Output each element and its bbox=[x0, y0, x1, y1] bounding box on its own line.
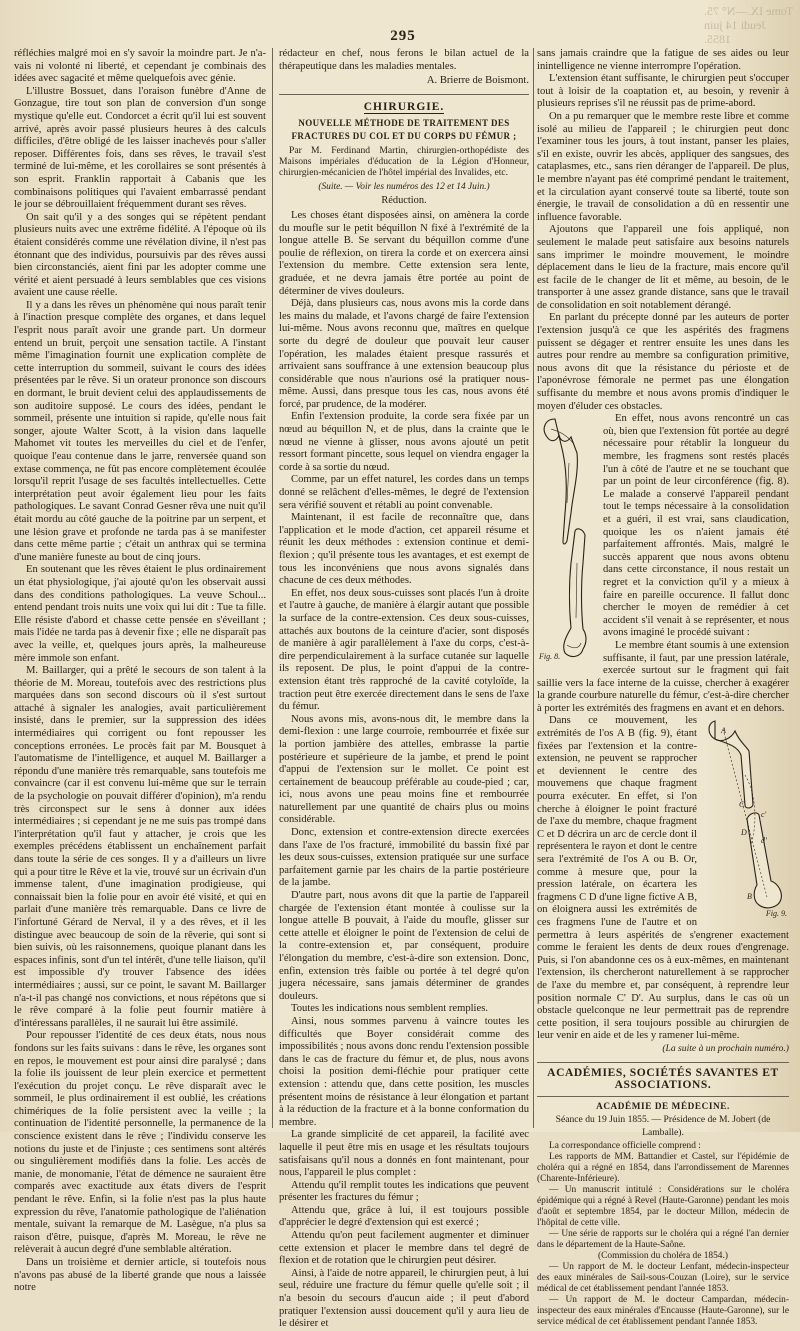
continuation-notice: (La suite à un prochain numéro.) bbox=[662, 1042, 789, 1054]
paragraph: Déjà, dans plusieurs cas, nous avons mis la corde dans les mains du malade, et l'avons chargé de faire l'extension lui-même. Nous avons reconnu que, maîtres en quelque sorte du degré de douleur que pouvait leur causer l'opération, les malades étaient presque rassurés et arrivaient sans souffrance à une extension beaucoup plus considérable que nous n'aurions osé la pratiquer nous-même. Aussi, dans presque tous les cas, nous avons été forcé, par prudence, de la modérer. bbox=[279, 298, 529, 410]
paragraph: L'illustre Bossuet, dans l'oraison funèbre d'Anne de Gonzague, tire tout son plan de conversion d'un songe mystique qu'elle eut. Condorcet a écrit qu'il lui est souvent arrivé, après avoir passé plusieurs heures à des calculs difficiles, d'être obligé de les laisser inachevés pour s'aller reposer. Différentes fois, dans ses rêves, le travail s'est terminé de lui-même, et les corollaires se sont présentés à son esprit. Franklin rapportait à Cabanis que les combinaisons politiques qui l'avaient embarrassé pendant le jour se débrouillaient fréquemment durant ses rêves. bbox=[14, 85, 266, 211]
academies-section-heading: ACADÉMIES, SOCIÉTÉS SAVANTES ET ASSOCIATIONS. bbox=[537, 1062, 789, 1097]
column-1 bbox=[14, 48, 266, 1294]
figure-9 bbox=[701, 715, 789, 920]
paragraph: Ajoutons que l'appareil une fois appliqué, non seulement le malade peut satisfaire aux besoins naturels sans imprimer le moindre mouvement, le moindre déplacement dans le lieu de la fracture, mais encore qu'il est facile de le changer de lit et même, au besoin, de le transporter à une assez grande distance, sans que le travail de consolidation en soit notablement dérangé. bbox=[537, 224, 789, 311]
paragraph: En soutenant que les rêves étaient le plus ordinairement un état physiologique, j'ai ajouté qu'on les observait aussi dans des conditions pathologiques. La veuve Schoul... entend pendant trois nuits une voix qui lui dit : Tue ta fille. Elle résiste d'abord et chasse cette pensée en s'éveillant ; mais l'idée ne tarda pas à devenir fixe ; elle ne disparaît pas avec la veille, et, quelques jours après, la malheureuse mère immole son enfant. bbox=[14, 564, 266, 664]
paragraph: Attendu que, grâce à lui, il est toujours possible d'apprécier le degré d'extension qui est exercé ; bbox=[279, 1204, 529, 1229]
correspondence-intro: La correspondance officielle comprend : bbox=[549, 1141, 701, 1152]
paragraph: Ainsi, à l'aide de notre appareil, le chirurgien peut, à lui seul, réduire une fracture du fémur quelle qu'elle soit ; il n'a besoin du secours d'aucun aide ; il peut d'abord pratiquer l'extension aussi doucement qu'il y aura lieu de le désirer et bbox=[279, 1267, 529, 1330]
paragraph: Toutes les indications nous semblent remplies. bbox=[291, 1003, 488, 1015]
correspondence-item: — Un rapport de M. le docteur Campardan, médecin-inspecteur des eaux minérales d'Encausse (Haute-Garonne), sur le service médical de cet établissement pendant l'année 1853. bbox=[537, 1295, 789, 1328]
article-byline: Par M. Ferdinand Martin, chirurgien-orthopédiste des Maisons impériales d'éducation de la Légion d'Honneur, chirurgien-mécanicien de l'hôtel impérial des Invalides, etc. bbox=[279, 144, 529, 179]
paragraph: En effet, nous avons rencontré un cas où, bien que l'extension fût portée au degré nécessaire pour rétablir la longueur du membre, les fragmens sont restés placés l'un à côté de l'autre et ne se touchant que par un point de leur circonférence (fig. 8). Le malade a conservé l'appareil pendant tout le temps nécessaire à la consolidation et a guéri, il est vrai, sans claudication, quoique les os n'aient jamais été parfaitement affrontés. Mais, malgré le succès apparent que nous avons obtenu dans cette circonstance, il nous restait un regret et la conviction qu'il y a mieux à faire en pareille occurence. Il fallut donc chercher le moyen de remédier à cet accident s'il venait à se représenter, et nous avons imaginé le procédé suivant : bbox=[603, 413, 789, 639]
paragraph: La grande simplicité de cet appareil, la facilité avec laquelle il peut être mis en usage et les résultats toujours satisfaisans qu'il nous a donnés en font maintenant, pour nous, l'appareil le plus complet : bbox=[279, 1129, 529, 1179]
column-rule bbox=[533, 48, 534, 1128]
correspondence-item: — Un manuscrit intitulé : Considérations sur le choléra épidémique qui a régné à Revel (Haute-Garonne) pendant les mois d'août et septembre 1854, par le docteur Millon, médecin de l'hôpital de cette ville. bbox=[537, 1185, 789, 1229]
correspondence-item: — Une série de rapports sur le choléra qui a régné l'an dernier dans le département de la Haute-Saône. bbox=[537, 1229, 789, 1251]
femur-diagram-illustration bbox=[701, 715, 789, 920]
paragraph: Les choses étant disposées ainsi, on amènera la corde du moufle sur le petit béquillon N fixé à l'extrémité de la longue attelle B. Se servant du béquillon comme d'une poulie de réflexion, on tirera la corde et on exercera ainsi l'extension du membre. Cette extension sera lente, graduée, et ne devra jamais être portée au point de déterminer de vives douleurs. bbox=[279, 209, 529, 297]
paragraph: Donc, extension et contre-extension directe exercées dans l'axe de l'os fracturé, immobilité du bassin fixé par les deux sous-cuisses, extension pratiquée sur une surface parfaitement garnie par les chairs de la partie postérieure de la jambe. bbox=[279, 827, 529, 889]
figure-9-letter-a: A bbox=[721, 726, 726, 736]
article-title: NOUVELLE MÉTHODE DE TRAITEMENT DES FRACTURES DU COL ET DU CORPS DU FÉMUR ; bbox=[291, 118, 517, 141]
figure-9-letter-b: B bbox=[747, 892, 752, 902]
paragraph: Il y a dans les rêves un phénomène qui nous paraît tenir à l'inaction presque complète des organes, et dans lequel l'esprit nous paraît avoir une grande part. Un dormeur entend un bruit, perçoit une sensation tactile. A l'instant même l'imagination fournit une explication complète de cette interruption du sommeil, suivant le cours des idées présentées par le rêve. Si un orateur prononce son discours en dormant, le bruit devient celui des applaudissements de son auditoire supposé. Le cours des idées, pendant le sommeil, présente une intuition si rapide, qu'elle nous fait songer, ajoute Walter Scott, à la vision dans laquelle Mahomet vit toutes les merveilles du ciel et de l'enfer, quoique l'eau contenue dans le jarre, renversée quand son extase commença, ne fût pas encore complètement écoulée lorsqu'il reprit l'usage de ses facultés intellectuelles. Cette interprétation peut avoir également lieu pour les faits pathologiques. Le savant Conrad Gesner rêva une nuit qu'il était mordu au côté gauche de la poitrine par un serpent, et une lésion grave et profonde ne tarda pas à se manifester dans cette même partie ; c'était un anthrax qui se termina d'une manière funeste au bout de cinq jours. bbox=[14, 299, 266, 563]
commission-note: (Commission du choléra de 1854.) bbox=[598, 1251, 728, 1262]
fractured-femur-illustration bbox=[537, 413, 597, 663]
figure-9-letter-c: C bbox=[739, 800, 745, 810]
figure-9-letter-c-prime: c' bbox=[761, 810, 767, 820]
paragraph: On a pu remarquer que le membre reste libre et comme isolé au milieu de l'appareil ; le chirurgien peut donc l'examiner tous les jours, à tout instant, panser les plaies, s'il en existe, ouvrir les abcès, appliquer des sangsues, des cataplasmes, etc., sans rien déranger de l'appareil. De plus, le membre n'ayant pas été comprimé pendant le traitement, et la circulation ayant conservé toute sa liberté, toute son énergie, le travail de consolidation a dû en ressentir une influence favorable. bbox=[537, 110, 789, 223]
paragraph: D'autre part, nous avons dit que la partie de l'appareil chargée de l'extension étant montée à coulisse sur la longue attelle B pouvait, à l'aide du moufle, glisser sur cette attelle et éloigner le point de l'extension de celui de la contre-extension et, par conséquent, produire l'élongation du membre, c'est-à-dire son extension. Donc, enfin, extension très faible ou portée à tel degré qu'on jugera nécessaire, sans jamais déterminer de grandes douleurs. bbox=[279, 890, 529, 1002]
paragraph: Comme, par un effet naturel, les cordes dans un temps donné se relâchent d'elles-mêmes, le degré de l'extension sera vérifié souvent et rétabli au point convenable. bbox=[279, 474, 529, 511]
paragraph: Dans ce mouvement, les extrémités de l'os A B (fig. 9), étant fixées par l'extension et la contre-extension, ne peuvent se rapprocher et deviennent le centre des mouvemens que chaque fragment pourra exécuter. En effet, si l'on cherche à éloigner le point fracturé de l'axe du membre, chaque fragment C et D décrira un arc de cercle dont il représentera le rayon et dont le centre sera l'extrémité de l'os A ou B. Or, comme à mesure que, pour la pression latérale, on écartera les fragmens C D d'une ligne fictive A B, on éloignera aussi les extrémités de ces fragmens l'une de l'autre et on permettra à leurs aspérités de s'engrener exactement comme le feraient les dents de deux roues d'engrenage. Puis, si l'on abandonne ces os à eux-mêmes, en maintenant l'extension, ils chercheront naturellement à se rapprocher de l'axe du membre et, par conséquent, à reprendre leur position normale C' D'. Au surplus, dans le cas où un obstacle quelconque ne leur permettrait pas de reprendre cette position, il sera toujours possible au chirurgien de leur venir en aide et de les y ramener lui-même. bbox=[537, 715, 789, 1042]
paragraph: Ainsi, nous sommes parvenu à vaincre toutes les difficultés que Boyer considérait comme des impossibilités ; nous avons donc rendu l'extension possible dans le cas de fracture du fémur et, de plus, nous avons choisi la position demi-fléchie pour pratiquer cette extension : attendu que, dans cette position, les muscles présentent moins de résistance à leur élongation et partant à la réduction de la fracture et à la bonne conformation du membre. bbox=[279, 1015, 529, 1128]
paragraph: Nous avons mis, avons-nous dit, le membre dans la demi-flexion : une large courroie, rembourrée et fixée sur la portion jambière des attelles, embrasse la partie postérieure et supérieure de la jambe, et prend le point d'appui de l'extension sur le mollet. Ce point est certainement de beaucoup préférable au coude-pied ; car, ici, nous avons une peau moins fine et rembourrée naturellement par une quantité de chairs plus ou moins considérable. bbox=[279, 713, 529, 826]
paragraph: sans jamais craindre que la fatigue de ses aides ou leur inintelligence ne vienne interrompre l'opération. bbox=[537, 48, 789, 72]
figure-8-label: Fig. 8. bbox=[539, 651, 561, 661]
figure-8 bbox=[537, 413, 597, 663]
column-2 bbox=[279, 48, 529, 1330]
author-signature: A. Brierre de Boismont. bbox=[426, 75, 529, 87]
paragraph: M. Baillarger, qui a prêté le secours de son talent à la théorie de M. Moreau, toutefois avec des restrictions plus marquées dans son second discours où il s'est surtout attaché à signaler les analogies, avait particulièrement insisté, dans le premier, sur la suppression des idées intermédiaires qui corrigent ou font repousser les conceptions erronées. Le procès fait par M. Bousquet à l'automatisme de l'intelligence, et auquel M. Baillarger a répondu d'une manière très remarquable, sans toutefois me convaincre (car il est convenu lui-même que sur le terrain de la psychologie on pouvait différer d'opinion), m'a rendu très circonspect sur le sens à donner aux idées intermédiaires ; si cependant je ne me suis pas trompé dans l'interprétation qu'il faut y attacher, je crois que les exemples précédens établissent un enchaînement parfait dans toute la série de ces songes. Il y a d'ailleurs un livre qui a pour titre le Rêve et la vie, trouvé sur un écrivain d'un immense talent, d'une imagination prodigieuse, qui connaissait bien la folie pour en avoir été visité, et qui en parlait d'une manière très remarquable. Dans ce livre de l'infortuné Gérard de Nerval, il y a des rêves, et il les distingue avec beaucoup de soin de la rêverie, qui sont si bien suivis, où les raisonnemens, quoique planant dans les espaces infinis, sont d'un tel intérêt, d'une telle liaison, qu'il est impossible d'y trouver l'absence des idées intermédiaires ; aussi, sur ce point, le savant M. Baillarger n'a-t-il pas changé nos convictions, et nous répétons que si le rêve comparé à la folie peut fournir matière à d'intéressans parallèles, il ne saurait lui être assimilé. bbox=[14, 665, 266, 1029]
section-heading bbox=[279, 94, 529, 114]
paragraph: Attendu qu'on peut facilement augmenter et diminuer cette extension et placer le membre dans tel degré de flexion et de rotation que le chirurgien peut désirer. bbox=[279, 1230, 529, 1267]
paragraph: Le membre étant soumis à une extension suffisante, il faut, par une pression latérale, exercée surtout sur le fragment qui fait saillie vers la face interne de la cuisse, chercher à exagérer la grande courbure naturelle du fémur, c'est-à-dire chercher à porter les extrémités des fragmens en avant et en dehors. bbox=[537, 639, 789, 714]
paragraph: Dans un troisième et dernier article, si toutefois nous n'avons pas abusé de la liberté grande que nous a laissée notre bbox=[14, 1257, 266, 1294]
paragraph: L'extension étant suffisante, le chirurgien peut s'occuper tout à loisir de la coaptation et, au besoin, y revenir à plusieurs reprises s'il ne réussit pas de prime-abord. bbox=[537, 73, 789, 110]
paragraph: En effet, nos deux sous-cuisses sont placés l'un à droite et l'autre à gauche, de manière à élargir autant que possible la surface de la contre-extension. Ces deux sous-cuisses, attachés aux boutons de la ceinture d'acier, sont disposés de manière à agir parallèlement à l'axe du corps, c'est-à-dire perpendiculairement à la surface cutanée sur laquelle ils reposent. De plus, le point d'appui de la contre-extension étant très rapproché de la cavité cotyloïde, la traction peut être exercée directement dans le sens de l'axe du fémur. bbox=[279, 587, 529, 713]
subheading: Réduction. bbox=[381, 195, 427, 207]
paragraph: rédacteur en chef, nous ferons le bilan actuel de la thérapeutique dans les maladies mentales. bbox=[279, 48, 529, 72]
paragraph: Pour repousser l'identité de ces deux états, nous nous fondons sur les faits suivans : dans le rêve, les organes sont en repos, le mouvement est pour ainsi dire paralysé ; dans la folie ils jouissent de leur plein exercice et permettent l'exécution du projet conçu. Le rêve disparaît avec le sommeil, le plus ordinairement il est oublié, les créations chimériques de la folie persistent avec la veille ; la continuation de l'identité personnelle, la permanence de la conscience existent dans le rêve ; l'individu conserve les notions du juste et de l'injuste ; ces sentimens sont altérés ou singulièrement modifiés dans la folie. Les accès de manie, de monomanie, l'état de démence ne sauraient être comparés avec exactitude aux états divers de l'esprit pendant le rêve. Enfin, si la folie n'est pas la plus haute expression du rêve, l'anatomie pathologique de l'aliénation mentale, suivant la remarque de M. Lasègue, n'a plus sa raison d'être, puisque, d'après M. Moreau, le rêve ne relèverait à aucun degré d'une semblable altération. bbox=[14, 1030, 266, 1256]
paragraph: réfléchies malgré moi en s'y savoir la moindre part. Je n'a-vais ni volonté ni liberté, et cependant je combinais des idées avec sagacité et même quelquefois avec génie. bbox=[14, 48, 266, 85]
page-number: 295 bbox=[390, 28, 416, 44]
section-heading-text: CHIRURGIE. bbox=[363, 100, 445, 113]
figure-9-letter-d: D bbox=[741, 828, 747, 838]
bleed-through-text: Tome IX.—N° 75. Jeudi 14 juin 1855. bbox=[704, 4, 794, 46]
paragraph: Attendu qu'il remplit toutes les indications que peuvent présenter les fractures du fémur ; bbox=[279, 1179, 529, 1204]
figure-9-label: Fig. 9. bbox=[765, 908, 787, 918]
academy-subheading: ACADÉMIE DE MÉDECINE. bbox=[596, 1100, 730, 1111]
column-3 bbox=[537, 48, 789, 1328]
column-rule bbox=[272, 48, 273, 1128]
continuation-note: (Suite. — Voir les numéros des 12 et 14 Juin.) bbox=[318, 181, 490, 192]
paragraph: On sait qu'il y a des songes qui se répètent pendant plusieurs nuits avec une extrême fidélité. A l'époque où ils étaient considérés comme une révélation divine, il n'est pas étonnant que des individus, poursuivis par des rêves aussi bien circonstanciés, aient fini par les adopter comme une vérité et aient persuadé à leurs semblables que ces visions avaient une cause réelle. bbox=[14, 211, 266, 299]
figure-9-letter-d-prime: d' bbox=[761, 836, 767, 846]
paragraph: Maintenant, il est facile de reconnaître que, dans l'application et le mode d'action, cet appareil résume et réunit les deux méthodes : extension continue et demi-flexion ; qu'il présente tous les avantages, et est exempt de tous les inconvéniens que nous avons signalés dans chacune de ces deux méthodes. bbox=[279, 512, 529, 587]
correspondence-item: Les rapports de MM. Battandier et Castel, sur l'épidémie de choléra qui a régné en 1854, dans l'arrondissement de Marennes (Charente-Inférieure). bbox=[537, 1152, 789, 1185]
paragraph: Enfin l'extension produite, la corde sera fixée par un nœud au béquillon N, et de plus, dans la crainte que le nœud ne vienne à glisser, nous avons ajouté un petit ressort formant pincette, sous lequel on viendra engager la corde à sa sortie du nœud. bbox=[279, 411, 529, 473]
correspondence-item: — Un rapport de M. le docteur Lenfant, médecin-inspecteur des eaux minérales de Sail-sous-Couzan (Loire), sur le service médical de cet établissement pendant l'année 1853. bbox=[537, 1262, 789, 1295]
session-line: Séance du 19 Juin 1855. — Présidence de M. Jobert (de Lamballe). bbox=[555, 1114, 771, 1138]
paragraph: En parlant du précepte donné par les auteurs de porter l'extension jusqu'à ce que les aspérités des fragmens puissent se dégager et rentrer ensuite les unes dans les autres pour rendre au membre sa configuration primitive, nous avons dit que la résistance du périoste et de l'aponévrose fémorale ne permet pas une élongation suffisante du membre et nous avons promis d'indiquer le moyen d'éluder ces obstacles. bbox=[537, 312, 789, 412]
